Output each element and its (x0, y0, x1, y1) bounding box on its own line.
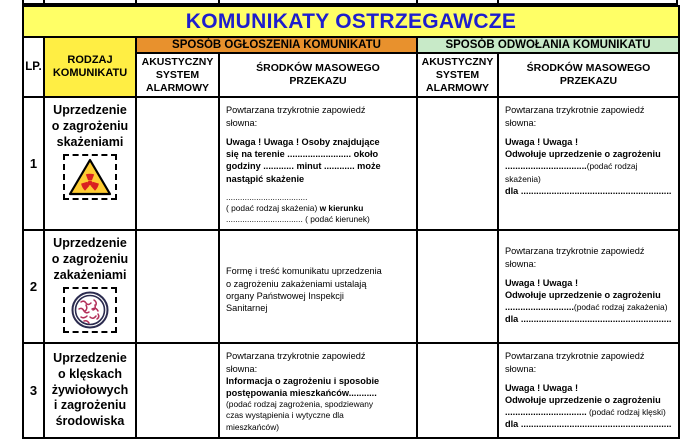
table-row (23, 343, 679, 437)
announce-bold-line2: się na terenie ......................... około (226, 149, 379, 160)
announce-plain-line4: Sanitarnej (226, 303, 268, 314)
group-header-row (23, 37, 679, 53)
biohazard-petri-dish-icon (63, 287, 117, 333)
sliver-cell-announce-mass (220, 0, 418, 3)
spacer (505, 270, 673, 277)
announce-bold-line2: postępowania mieszkańców........... (226, 388, 377, 399)
cancel-dots-hint: (podać rodzaj skażenia) (505, 161, 638, 184)
cancel-last-line (505, 418, 673, 430)
header-group-cancel: SPOSÓB ODWOŁANIA KOMUNIKATU (417, 37, 679, 53)
announce-plain-line2: o zagrożeniu zakażeniami ustalają (226, 278, 367, 289)
header-kind (44, 37, 136, 97)
page-title-cell (23, 6, 679, 37)
row-kind-line1: Uprzedzenie (53, 103, 127, 118)
header-cancel-mass (498, 53, 679, 97)
announce-bold-line4: nastąpić skażenie (226, 173, 305, 184)
row-lp: 1 (23, 97, 44, 230)
sliver-cell-kind (45, 0, 137, 3)
header-group-announce: SPOSÓB OGŁOSZENIA KOMUNIKATU (136, 37, 417, 53)
cancel-bold-line1: Uwaga ! Uwaga ! (505, 277, 579, 288)
header-announce-acoustic-line1: AKUSTYCZNY (141, 56, 214, 68)
header-announce-acoustic-line3: ALARMOWY (146, 81, 209, 94)
cancel-intro-line2: słowna: (505, 258, 537, 269)
warning-messages-table (22, 5, 680, 439)
cancel-intro-line1: Powtarzana trzykrotnie zapowiedź (505, 351, 645, 362)
header-cancel-acoustic-line2: SYSTEM (435, 68, 480, 81)
row-kind-line1: Uprzedzenie (53, 236, 127, 251)
row-kind-line2: o zagrożeniu (51, 252, 129, 267)
cancel-last-bold: dla (505, 185, 519, 196)
row-lp: 3 (23, 343, 44, 437)
header-kind-line1: RODZAJ (67, 53, 113, 66)
cancel-bold-line2: Odwołuje uprzedzenie o zagrożeniu (505, 149, 661, 160)
row-kind (44, 343, 136, 437)
table-row (23, 97, 679, 230)
row-announce-mass (219, 343, 417, 437)
header-cancel-mass-line1: ŚRODKÓW MASOWEGO (526, 62, 651, 75)
row-announce-acoustic (136, 230, 219, 343)
sliver-cell-cancel-mass (499, 0, 676, 3)
cancel-intro-line2: słowna: (505, 117, 537, 128)
cancel-intro-line1: Powtarzana trzykrotnie zapowiedź (505, 246, 645, 257)
cancel-dots-bold: ................................ (505, 407, 587, 418)
header-announce-acoustic (136, 53, 219, 97)
row-kind (44, 97, 136, 230)
title-row (23, 6, 679, 37)
cancel-dots-line (505, 301, 673, 313)
row-kind (44, 230, 136, 343)
row-kind-line1: Uprzedzenie (53, 351, 127, 366)
cancel-last-bold: dla (505, 314, 519, 325)
header-kind-line2: KOMUNIKATU (52, 67, 128, 80)
row-cancel-acoustic (417, 97, 498, 230)
header-announce-mass (219, 53, 417, 97)
sliver-cell-announce-acoustic (137, 0, 220, 3)
announce-dots-line1: ................................... (226, 191, 308, 202)
announce-intro-line1: Powtarzana trzykrotnie zapowiedź (226, 105, 366, 116)
cancel-dots-line (505, 406, 673, 418)
header-announce-mass-line2: PRZEKAZU (289, 75, 347, 88)
spacer (226, 129, 411, 136)
cancel-intro-line1: Powtarzana trzykrotnie zapowiedź (505, 105, 645, 116)
row-lp: 2 (23, 230, 44, 343)
header-cancel-mass-line2: PRZEKAZU (559, 75, 618, 88)
cancel-bold-line1: Uwaga ! Uwaga ! (505, 382, 579, 393)
announce-bold-line3: godziny ............ minut ............ może (226, 161, 381, 172)
cancel-dots-bold: ................................ (505, 161, 587, 172)
row-kind-line3: skażeniami (56, 134, 124, 149)
cancel-dots-line (505, 160, 673, 184)
table-wrapper (22, 5, 678, 432)
announce-intro-line2: słowna: (226, 117, 258, 128)
cancel-last-dots: ........................................................... (518, 314, 672, 325)
row-kind-title (45, 236, 135, 283)
row-cancel-mass (498, 97, 679, 230)
row-kind-line3: żywiołowych (51, 382, 129, 397)
cancel-last-line (505, 313, 673, 325)
header-lp: LP. (23, 37, 44, 97)
radiation-hazard-icon (63, 154, 117, 200)
announce-hint-line1: (podać rodzaj zagrożenia, spodziewany (226, 399, 374, 410)
radiation-hazard-glyph (68, 158, 112, 196)
header-cancel-acoustic-line1: AKUSTYCZNY (421, 56, 494, 68)
row-cancel-mass (498, 343, 679, 437)
row-kind-line4: i zagrożeniu (53, 398, 127, 413)
row-kind-title (45, 351, 135, 430)
row-kind-line2: o zagrożeniu (51, 119, 129, 134)
spacer (505, 129, 673, 136)
announce-intro-line2: słowna: (226, 363, 258, 374)
announce-hint-normal: ( podać rodzaj skażenia) (226, 202, 318, 213)
announce-hint-line3: mieszkańców) (226, 421, 280, 432)
announce-hint-line3: ................................. ( podać kierunek) (226, 214, 370, 225)
table-row (23, 230, 679, 343)
cancel-last-line (505, 185, 673, 197)
header-cancel-acoustic-line3: ALARMOWY (426, 81, 489, 94)
announce-intro-line1: Powtarzana trzykrotnie zapowiedź (226, 351, 366, 362)
biohazard-petri-dish-glyph (69, 290, 111, 330)
announce-bold-line1: Uwaga ! Uwaga ! Osoby znajdujące (226, 136, 380, 147)
cancel-bold-line1: Uwaga ! Uwaga ! (505, 136, 579, 147)
row-kind-line2: o klęskach (58, 366, 122, 381)
header-announce-acoustic-line2: SYSTEM (155, 68, 200, 81)
announce-hint-line2 (226, 203, 411, 214)
announce-plain-line1: Formę i treść komunikatu uprzedzenia (226, 266, 382, 277)
row-cancel-acoustic (417, 343, 498, 437)
sliver-cell-lp (24, 0, 45, 3)
announce-plain-line3: organy Państwowej Inspekcji (226, 290, 344, 301)
row-kind-line5: środowiska (55, 414, 125, 429)
spacer (226, 185, 411, 192)
cancel-dots-hint: (podać rodzaj klęski) (586, 407, 666, 418)
row-cancel-acoustic (417, 230, 498, 343)
row-kind-line3: zakażeniami (53, 267, 127, 282)
cancel-last-dots: ........................................................... (518, 419, 672, 430)
row-announce-mass (219, 230, 417, 343)
cancel-last-bold: dla (505, 419, 519, 430)
row-announce-mass (219, 97, 417, 230)
announce-bold-line1: Informacja o zagrożeniu i sposobie (226, 375, 380, 386)
header-cancel-acoustic (417, 53, 498, 97)
announce-hint-bold: w kierunku (317, 202, 364, 213)
cancel-dots-hint: (podać rodzaj zakażenia) (573, 302, 668, 313)
announce-hint-line2: czas wystąpienia i wytyczne dla (226, 410, 344, 421)
cancel-bold-line2: Odwołuje uprzedzenie o zagrożeniu (505, 290, 661, 301)
page-title: KOMUNIKATY OSTRZEGAWCZE (185, 9, 517, 33)
cancel-intro-line2: słowna: (505, 363, 537, 374)
row-announce-acoustic (136, 343, 219, 437)
cancel-bold-line2: Odwołuje uprzedzenie o zagrożeniu (505, 395, 661, 406)
cancel-dots-bold: ........................... (505, 302, 574, 313)
row-kind-title (45, 103, 135, 150)
sliver-cell-cancel-acoustic (418, 0, 499, 3)
row-announce-acoustic (136, 97, 219, 230)
header-announce-mass-line1: ŚRODKÓW MASOWEGO (256, 62, 380, 75)
spacer (505, 375, 673, 382)
row-cancel-mass (498, 230, 679, 343)
cancel-last-dots: ........................................................... (518, 185, 672, 196)
